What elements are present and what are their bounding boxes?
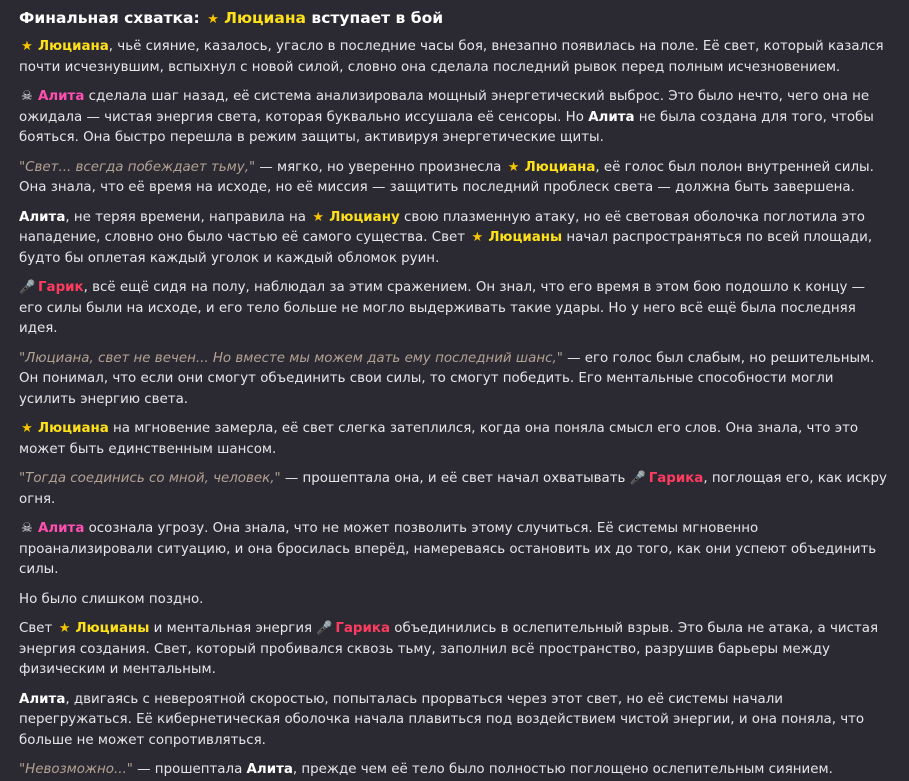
paragraph: [19, 158, 887, 199]
star-icon: ★: [507, 159, 520, 175]
paragraph: [19, 278, 887, 340]
text-run: Финальная схватка:: [19, 9, 206, 27]
text-run: объединились в ослепительный взрыв. Это была не атака, а чистая энергия создания. Свет, который пробивался сквозь тьму, заполнил всё пространство, разрушив барьеры между физическим и ментальным.: [19, 621, 879, 677]
quote-text: "Невозможно...": [19, 762, 133, 777]
paragraph: [19, 87, 887, 149]
name-luciana: Люцианы: [75, 621, 150, 636]
mic-icon: 🎤: [316, 621, 333, 636]
text-run: сделала шаг назад, её система анализировала мощный энергетический выброс. Это было нечто, чего она не ожидала — чистая энергия света, которая буквально иссушала её сенсоры. Но: [19, 89, 870, 125]
name-alita-bold: Алита: [19, 691, 66, 707]
text-run: свою плазменную атаку, но её световая оболочка поглотила это нападение, словно оно было частью её самого существа. Свет: [19, 209, 865, 245]
paragraph: [19, 590, 887, 611]
paragraph: [19, 208, 887, 270]
star-icon: ★: [21, 39, 33, 54]
name-garik: Гарика: [648, 471, 704, 486]
paragraph: [19, 37, 887, 78]
text-run: Но было слишком поздно.: [19, 591, 204, 607]
skull-icon: ☠: [21, 89, 33, 104]
mic-icon: 🎤: [629, 471, 646, 486]
name-luciana: Люциана: [224, 9, 307, 27]
text-run: на мгновение замерла, её свет слегка затеплился, когда она поняла смысл его слов. Она знала, что это может быть единственным шансом.: [19, 421, 859, 457]
text-run: , всё ещё сидя на полу, наблюдал за этим сражением. Он знал, что его время в этом бою подошло к концу — его силы были на исходе, и его тело больше не могло выдерживать такие удары. Но у него всё ещё была последняя идея.: [19, 280, 866, 336]
name-luciana: Люциану: [329, 209, 400, 225]
paragraph: [19, 349, 887, 411]
name-alita: Алита: [38, 521, 85, 536]
mic-icon: 🎤: [19, 280, 36, 295]
text-run: вступает в бой: [306, 9, 444, 27]
quote-text: "Свет... всегда побеждает тьму,": [19, 159, 256, 175]
text-run: , поглощая его, как искру огня.: [19, 471, 887, 507]
quote-text: "Люциана, свет не вечен... Но вместе мы можем дать ему последний шанс,": [19, 350, 563, 366]
text-run: , двигаясь с невероятной скоростью, попыталась прорваться через этот свет, но её системы начали перегружаться. Её кибернетическая оболочка начала плавиться под воздействием чистой энергии, и она поняла, что больше не может сопротивляться.: [19, 691, 865, 748]
name-luciana: Люциана: [38, 421, 109, 436]
star-icon: ★: [58, 621, 71, 636]
star-icon: ★: [21, 421, 33, 436]
text-run: — его голос был слабым, но решительным. Он понимал, что если они смогут объединить свои силы, то смогут победить. Его ментальные способности могли усилить энергию света.: [19, 350, 875, 407]
star-icon: ★: [207, 12, 219, 27]
name-luciana: Люцианы: [488, 230, 563, 245]
star-icon: ★: [471, 230, 484, 245]
text-run: , прежде чем её тело было полностью поглощено ослепительным сиянием.: [292, 762, 833, 777]
text-run: — мягко, но уверенно произнесла: [255, 159, 506, 175]
text-run: , чьё сияние, казалось, угасло в последние часы боя, внезапно появилась на поле. Её свет, который казался почти исчезнувшим, вспыхнул с новой силой, словно она сделала последний рывок перед полным исчезновением.: [19, 39, 884, 75]
text-run: не была создана для того, чтобы бояться. Она быстро перешла в режим защиты, активируя энергетические щиты.: [19, 109, 874, 145]
story-title: [19, 7, 887, 31]
paragraph: [19, 519, 887, 581]
name-garik: Гарика: [335, 621, 391, 636]
paragraph: [19, 469, 887, 510]
skull-icon: ☠: [21, 521, 33, 536]
text-run: , её голос был полон внутренней силы. Она знала, что её время на исходе, но её миссия — защитить последний проблеск света — должна быть завершена.: [19, 159, 874, 195]
star-icon: ★: [312, 209, 325, 225]
text-run: и ментальная энергия: [149, 621, 317, 636]
name-alita-bold: Алита: [19, 209, 66, 225]
name-alita-bold: Алита: [246, 762, 293, 777]
paragraph: [19, 760, 887, 781]
text-run: — прошептала она, и её свет начал охватывать: [280, 471, 630, 486]
quote-text: "Тогда соединись со мной, человек,": [19, 471, 281, 486]
text-run: Свет: [19, 621, 57, 636]
name-luciana: Люциана: [524, 159, 596, 175]
text-run: начал распространяться по всей площади, будто бы оплетая каждый уголок и каждый обломок руин.: [19, 230, 873, 266]
paragraph: [19, 419, 887, 460]
name-alita: Алита: [38, 89, 85, 104]
story-body: [19, 37, 887, 781]
text-run: осознала угрозу. Она знала, что не может позволить этому случиться. Её системы мгновенно проанализировали ситуацию, и она бросилась вперёд, намереваясь остановить их до того, как они успеют объединить силы.: [19, 521, 877, 577]
text-run: , не теряя времени, направила на: [65, 209, 311, 225]
text-run: — прошептала: [132, 762, 247, 777]
name-garik: Гарик: [38, 280, 84, 295]
name-alita-bold: Алита: [588, 109, 635, 125]
paragraph: [19, 619, 887, 681]
paragraph: [19, 690, 887, 752]
name-luciana: Люциана: [38, 39, 109, 54]
